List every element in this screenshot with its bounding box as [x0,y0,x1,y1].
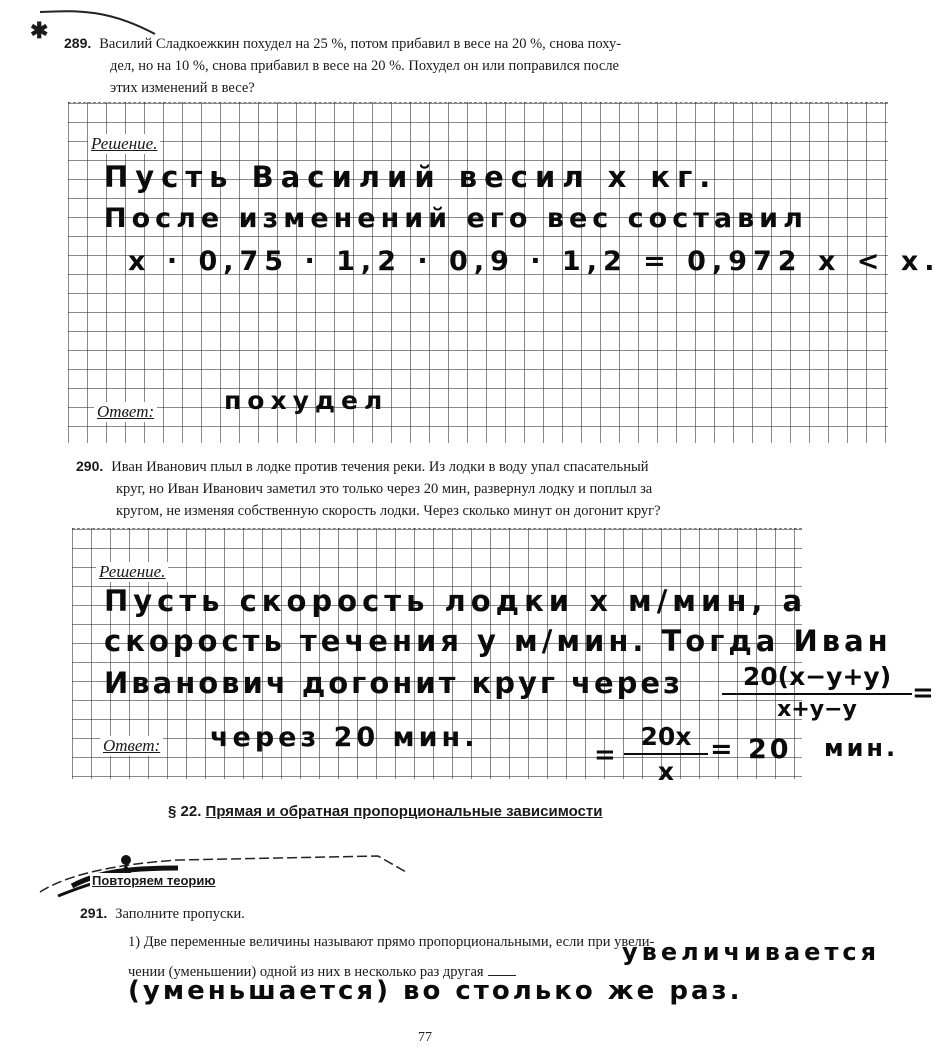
problem-291-number: 291. [80,905,108,921]
problem-291-handwriting-2: (уменьшается) во столько же раз. [128,976,743,1006]
problem-289-answer: похудел [224,386,389,415]
problem-290-text [76,455,806,522]
fraction-1-denominator: х+у−у [777,697,857,722]
fraction-1-after: = [912,678,941,708]
problem-289-text [64,32,794,99]
fraction-1-numerator: 20(х−у+у) [742,662,892,691]
problem-291-instruction-line [80,905,245,923]
problem-289-line-3: этих изменений в весе? [110,80,255,96]
problem-289-answer-label: Ответ: [94,402,157,422]
theory-title: Повторяем теорию [92,873,216,888]
problem-290-answer-label: Ответ: [100,736,163,756]
problem-290-handwriting-line-3: Иванович догонит круг через [104,666,683,700]
problem-291-line-1: 1) Две переменные величины называют прямо пропорциональными, если при увели- [128,934,655,950]
problem-289-line-1: 289. Василий Сладкоежкин похудел на 25 %, потом прибавил в весе на 20 %, снова поху- [64,35,622,52]
problem-290-line-1: 290. Иван Иванович плыл в лодке против течения реки. Из лодки в воду упал спасательный [76,458,649,475]
problem-290-line-3: кругом, не изменяя собственную скорость лодки. Через сколько минут он догонит круг? [116,503,661,519]
problem-291-line-2: чении (уменьшении) одной из них в несколько раз другая [128,964,516,981]
problem-289-handwriting-line-2: После изменений его вес составил [104,203,808,234]
problem-290-solution-label: Решение. [96,562,168,582]
problem-290-handwriting-line-2: скорость течения у м/мин. Тогда Иван [104,624,892,658]
fraction-2-line [624,753,708,755]
problem-289-handwriting-line-3: х · 0,75 · 1,2 · 0,9 · 1,2 = 0,972 х < х. [128,246,941,277]
page-number: 77 [418,1030,432,1045]
star-mark-icon: ✱ [30,18,49,43]
problem-289-number: 289. [64,35,92,51]
fraction-2-unit: мин. [824,734,899,762]
problem-289-handwriting-line-1: Пусть Василий весил х кг. [104,160,718,194]
problem-289-solution-label: Решение. [88,134,160,154]
problem-290-number: 290. [76,458,104,474]
section-number: § 22. [168,803,202,820]
section-title [168,803,602,820]
problem-290-line-2: круг, но Иван Иванович заметил это только через 20 мин, развернул лодку и поплыл за [116,481,653,497]
section-name: Прямая и обратная пропорциональные зависимости [205,803,603,820]
fraction-2-numerator: 20х [640,722,692,751]
fraction-2-after: = 20 [710,734,792,765]
problem-291-instruction: Заполните пропуски. [115,906,245,922]
fraction-1-line [722,693,912,695]
problem-290-fraction-2 [624,722,708,786]
problem-290-handwriting-line-1: Пусть скорость лодки х м/мин, а [104,584,808,618]
fraction-2-denominator: х [657,757,675,786]
problem-289-line-2: дел, но на 10 %, снова прибавил в весе на 20 %. Похудел он или поправился после [110,58,619,74]
fraction-2-prefix: = [594,740,623,770]
theory-banner-decoration [28,846,408,902]
problem-291-handwriting-1: увеличивается [622,938,881,966]
problem-290-fraction-1 [722,662,912,722]
problem-290-answer: через 20 мин. [210,722,479,753]
